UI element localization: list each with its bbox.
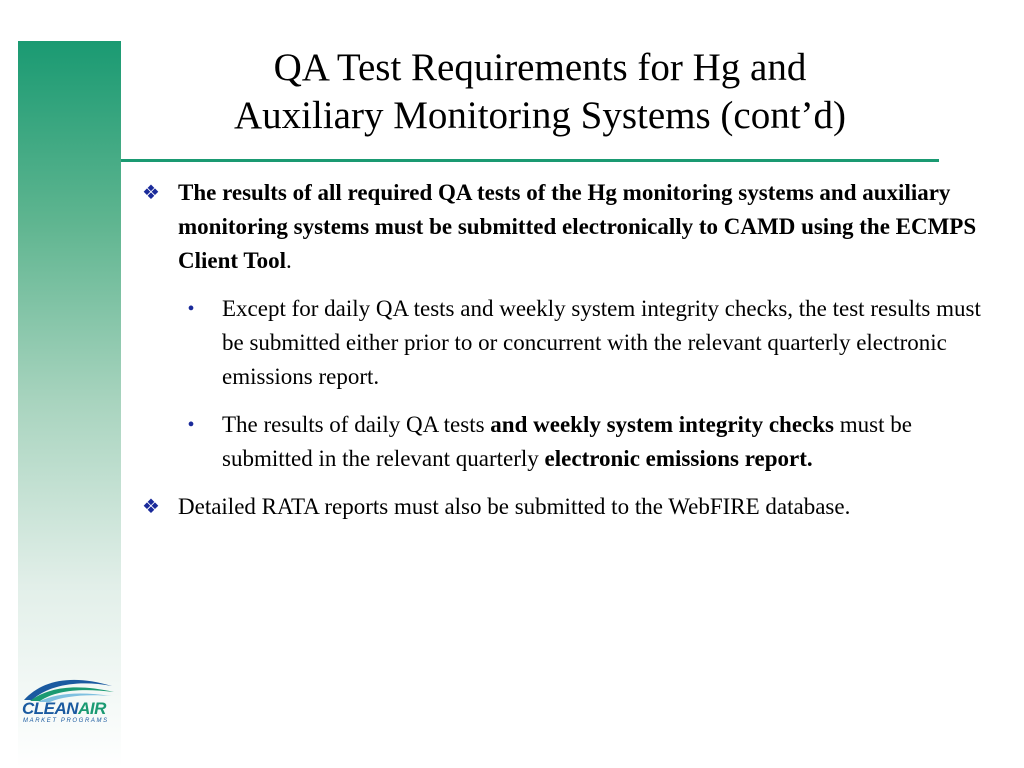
logo-swoosh-icon [20, 672, 116, 702]
bullet-results-submission [140, 176, 990, 278]
logo-wordmark [22, 700, 106, 717]
logo-name-part-2: AIR [78, 699, 106, 718]
clean-air-logo [20, 672, 116, 730]
slide-content [140, 176, 990, 538]
sub-bullet-daily-tests [140, 408, 990, 476]
sub-bullet-timing [140, 292, 990, 394]
diamond-bullet-icon: ❖ [142, 496, 160, 518]
bullet-tail-text: . [286, 248, 292, 273]
title-divider [121, 159, 939, 162]
bullet-rata-reports [140, 490, 990, 524]
sub-bullet-text-part-2: must be submitted in the relevant quarterly [222, 412, 912, 471]
dot-bullet-icon: • [187, 298, 195, 320]
sub-bullet-text: Except for daily QA tests and weekly system integrity checks, the test results must be submitted either prior to or concurrent with the relevant quarterly electronic emissions report. [222, 296, 981, 389]
sub-bullet-text [222, 412, 912, 471]
dot-bullet-icon: • [187, 414, 195, 436]
logo-subtitle: MARKET PROGRAMS [23, 718, 109, 724]
side-gradient-bar [18, 41, 121, 768]
sub-bullet-bold-part-1: and weekly system integrity checks [490, 412, 834, 437]
bullet-text [178, 180, 976, 273]
slide-title-line-2: Auxiliary Monitoring Systems (cont’d) [233, 94, 847, 137]
logo-name-part-1: CLEAN [22, 699, 79, 718]
sub-bullet-bold-part-2: electronic emissions report. [544, 446, 813, 471]
sub-bullet-text-part-1: The results of daily QA tests [222, 412, 491, 437]
diamond-bullet-icon: ❖ [142, 182, 160, 204]
bullet-bold-text: The results of all required QA tests of the Hg monitoring systems and auxiliary monitoring systems must be submitted electronically to CAMD using the ECMPS Client Tool [178, 180, 977, 273]
slide-title [140, 44, 940, 140]
bullet-text: Detailed RATA reports must also be submitted to the WebFIRE database. [178, 494, 851, 519]
slide-title-line-1: QA Test Requirements for Hg and [273, 46, 807, 89]
